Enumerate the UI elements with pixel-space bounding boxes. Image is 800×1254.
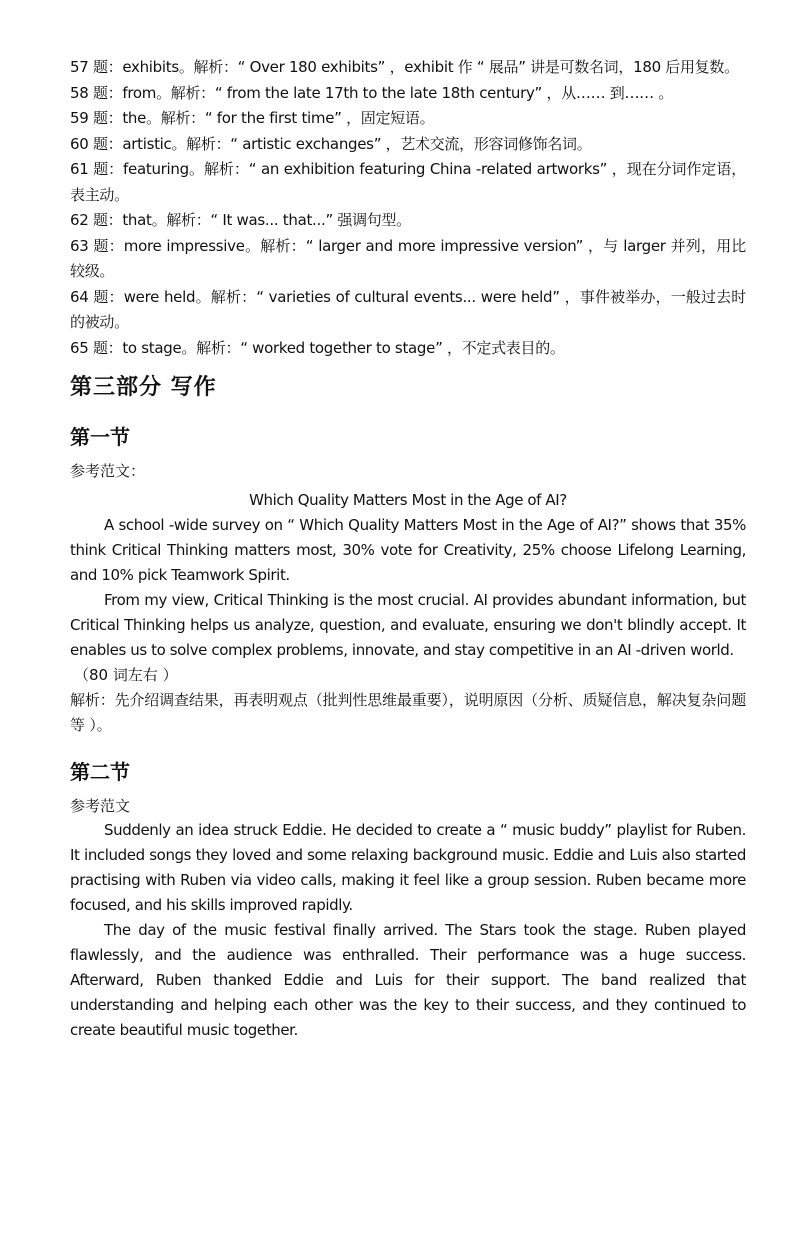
answer-62: 62 题：that。解析：“ It was... that...” 强调句型。 <box>70 211 411 229</box>
answer-list <box>70 55 746 361</box>
word-count-note: （80 词左右 ） <box>74 666 178 684</box>
essay-paragraph: A school -wide survey on “ Which Quality Matters Most in the Age of AI?” shows that 35% think Critical Thinking matters most, 30% vote for Creativity, 25% choose Lifelong Learning, and 10% pick Teamwork Spirit. <box>70 516 746 584</box>
story-paragraph: Suddenly an idea struck Eddie. He decided to create a “ music buddy” playlist for Ruben. It included songs they loved and some relaxing background music. Eddie and Luis also started practising with Ruben via video calls, making it feel like a group session. Ruben became more focused, and his skills improved rapidly. <box>70 821 746 914</box>
answer-60: 60 题：artistic。解析：“ artistic exchanges” ，艺术交流，形容词修饰名词。 <box>70 134 592 153</box>
document-page <box>70 55 746 1043</box>
answer-65: 65 题：to stage。解析：“ worked together to stage” ，不定式表目的。 <box>70 338 565 357</box>
answer-64: 64 题：were held。解析：“ varieties of cultural events... were held” ，事件被举办，一般过去时的被动。 <box>70 287 746 331</box>
answer-58: 58 题：from。解析：“ from the late 17th to the late 18th century” ，从…… 到…… 。 <box>70 83 674 102</box>
section2-heading: 第二节 <box>70 760 130 784</box>
analysis-note: 解析：先介绍调查结果，再表明观点（批判性思维最重要），说明原因（分析、质疑信息，解决复杂问题等 ）。 <box>70 691 746 734</box>
section2-label: 参考范文 <box>70 797 131 815</box>
answer-59: 59 题：the。解析：“ for the first time” ，固定短语。 <box>70 109 435 127</box>
essay-title: Which Quality Matters Most in the Age of AI? <box>249 491 567 509</box>
answer-57: 57 题：exhibits。解析：“ Over 180 exhibits” ，exhibit 作 “ 展品” 讲是可数名词，180 后用复数。 <box>70 58 739 76</box>
story-paragraph: The day of the music festival finally arrived. The Stars took the stage. Ruben played flawlessly, and the audience was enthralled. Their performance was a huge success. Afterward, Ruben thanked Eddie and Luis for their support. The band realized that understanding and helping each other was the key to their success, and they continued to create beautiful music together. <box>70 921 746 1039</box>
section1-heading: 第一节 <box>70 425 130 449</box>
part-title: 第三部分 写作 <box>70 375 217 400</box>
essay-paragraph: From my view, Critical Thinking is the most crucial. AI provides abundant information, but Critical Thinking helps us analyze, question, and evaluate, ensuring we don't blindly accept. It enables us to solve complex problems, innovate, and stay competitive in an AI -driven world. <box>70 591 746 659</box>
answer-63: 63 题：more impressive。解析：“ larger and more impressive version” ，与 larger 并列，用比较级。 <box>70 236 746 280</box>
answer-61: 61 题：featuring。解析：“ an exhibition featuring China -related artworks” ，现在分词作定语，表主动。 <box>70 160 746 204</box>
section1-label: 参考范文： <box>70 462 146 480</box>
